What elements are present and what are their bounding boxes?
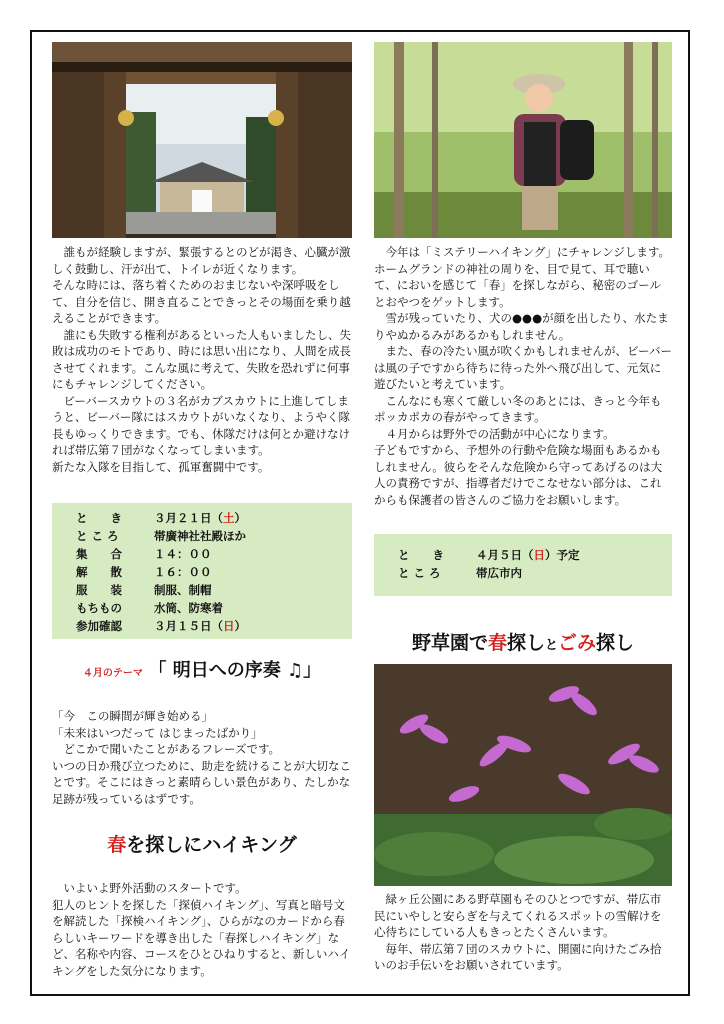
intro-paragraph-3: ビーバースカウトの３名がカブスカウトに上進してしまうと、ビーバー隊にはスカウトがいなくなり、ようやく隊長もゆっくりできます。でも、休隊だけは何とか避けなければ帯広第７団がなくなってしまいます。 新たな入隊を目指して、孤軍奮闘中です。: [52, 393, 350, 474]
right-paragraph-3: また、春の冷たい風が吹くかもしれませんが、ビーバーは風の子ですから待ちに待った外へ飛び出して、元気に遊びたいと考えています。: [374, 344, 672, 391]
katakuri-flower-photo: [374, 664, 672, 886]
wildflower-heading: 野草園で春探しとごみ探し: [411, 632, 635, 654]
theme-prefix: ４月のテーマ: [82, 668, 143, 679]
schedule-row-confirm: 参加確認 ３月１５日（日）: [76, 619, 246, 633]
theme-text: [52, 708, 352, 807]
april-row-place: と こ ろ 帯広市内: [398, 566, 522, 580]
hiking-heading: [52, 830, 352, 857]
left-intro-text: [52, 244, 352, 475]
hiking-title-spring: 春: [107, 834, 127, 856]
intro-paragraph-2: 誰にも失敗する権利があるといった人もいましたし、失敗は成功のモトであり、時には思い出になり、人間を成長させてくれます。こんな風に考えて、失敗を恐れずに何事にもチャレンジしてください。: [52, 327, 351, 391]
theme-paragraph: 「今 この瞬間が輝き始める」 「未来はいつだって はじまったばかり」 どこかで聞いたことがあるフレーズです。 いつの日か飛び立つために、助走を続けることが大切なことです。そこにはきっと素晴らしい景色があり、たしかな足跡が残っているはずです。: [52, 709, 351, 806]
right-paragraph-5: ４月からは野外での活動が中心になります。 子どもですから、予想外の行動や危険な場面もあるかもしれません。彼らをそんな危険から守ってあげるのは大人の責務ですが、指導者だけでこなせない部分は、これからも保護者の皆さんのご協力をお願いします。: [374, 426, 663, 507]
intro-paragraph-1: 誰もが経験しますが、緊張するとのどが渇き、心臓が激しく鼓動し、汗が出て、トイレが近くなります。 そんな時には、落ち着くためのおまじないや深呼吸をして、自分を信じ、開き直ることできっとその場面を乗り越えることができます。: [52, 245, 351, 325]
april-theme-heading: [52, 656, 352, 682]
flower-paragraph-1: 緑ヶ丘公園にある野草園もそのひとつですが、帯広市民にいやしと安らぎを与えてくれるスポットの雪解けを心待ちにしている人もきっとたくさんいます。: [374, 892, 662, 939]
schedule-row-place: と こ ろ 帯廣神社社殿ほか: [76, 529, 246, 543]
schedule-row-dismiss: 解 散 １６：００: [76, 565, 212, 579]
right-paragraph-1: 今年は「ミステリーハイキング」にチャレンジします。ホームグランドの神社の周りを、目で見て、耳で聴いて、においを感じて「春」を探しながら、秘密のゴールとおやつをゲットします。: [374, 245, 671, 309]
wildflower-text: [374, 891, 672, 974]
hiking-paragraph: いよいよ野外活動のスタートです。 犯人のヒントを探した「探偵ハイキング」、写真と暗号文を解読した「探検ハイキング」、ひらがなのカードから春らしいキーワードを導き出した「春探しハイキング」など、名称や内容、コースをひとひねりすると、新しいハイキングをした気分になります。: [52, 881, 351, 978]
schedule-row-gather: 集 合 １４：００: [76, 547, 212, 561]
shrine-gate-photo: [52, 42, 352, 238]
april-row-date: と き ４月５日（日）予定: [398, 548, 580, 562]
schedule-row-attire: 服 装 制服、制帽: [76, 583, 212, 597]
hiking-text: [52, 880, 352, 979]
theme-title: 「 明日への序奏 ♫」: [148, 660, 322, 681]
schedule-row-date: と き ３月２１日（土）: [76, 511, 246, 525]
right-mystery-text: [374, 244, 672, 508]
hiker-forest-photo: [374, 42, 672, 238]
flower-paragraph-2: 毎年、帯広第７団のスカウトに、開園に向けたごみ拾いのお手伝いをお願いされています。: [374, 941, 662, 972]
right-paragraph-2: 雪が残っていたり、犬の●●●が顔を出したり、水たまりやぬかるみがあるかもしれません。: [374, 311, 669, 342]
hiking-title-rest: を探しにハイキング: [126, 834, 297, 856]
right-paragraph-4: こんなにも寒くて厳しい冬のあとには、きっと今年もポッカポカの春がやってきます。: [374, 393, 662, 424]
schedule-row-items: もちもの 水筒、防寒着: [76, 601, 223, 615]
